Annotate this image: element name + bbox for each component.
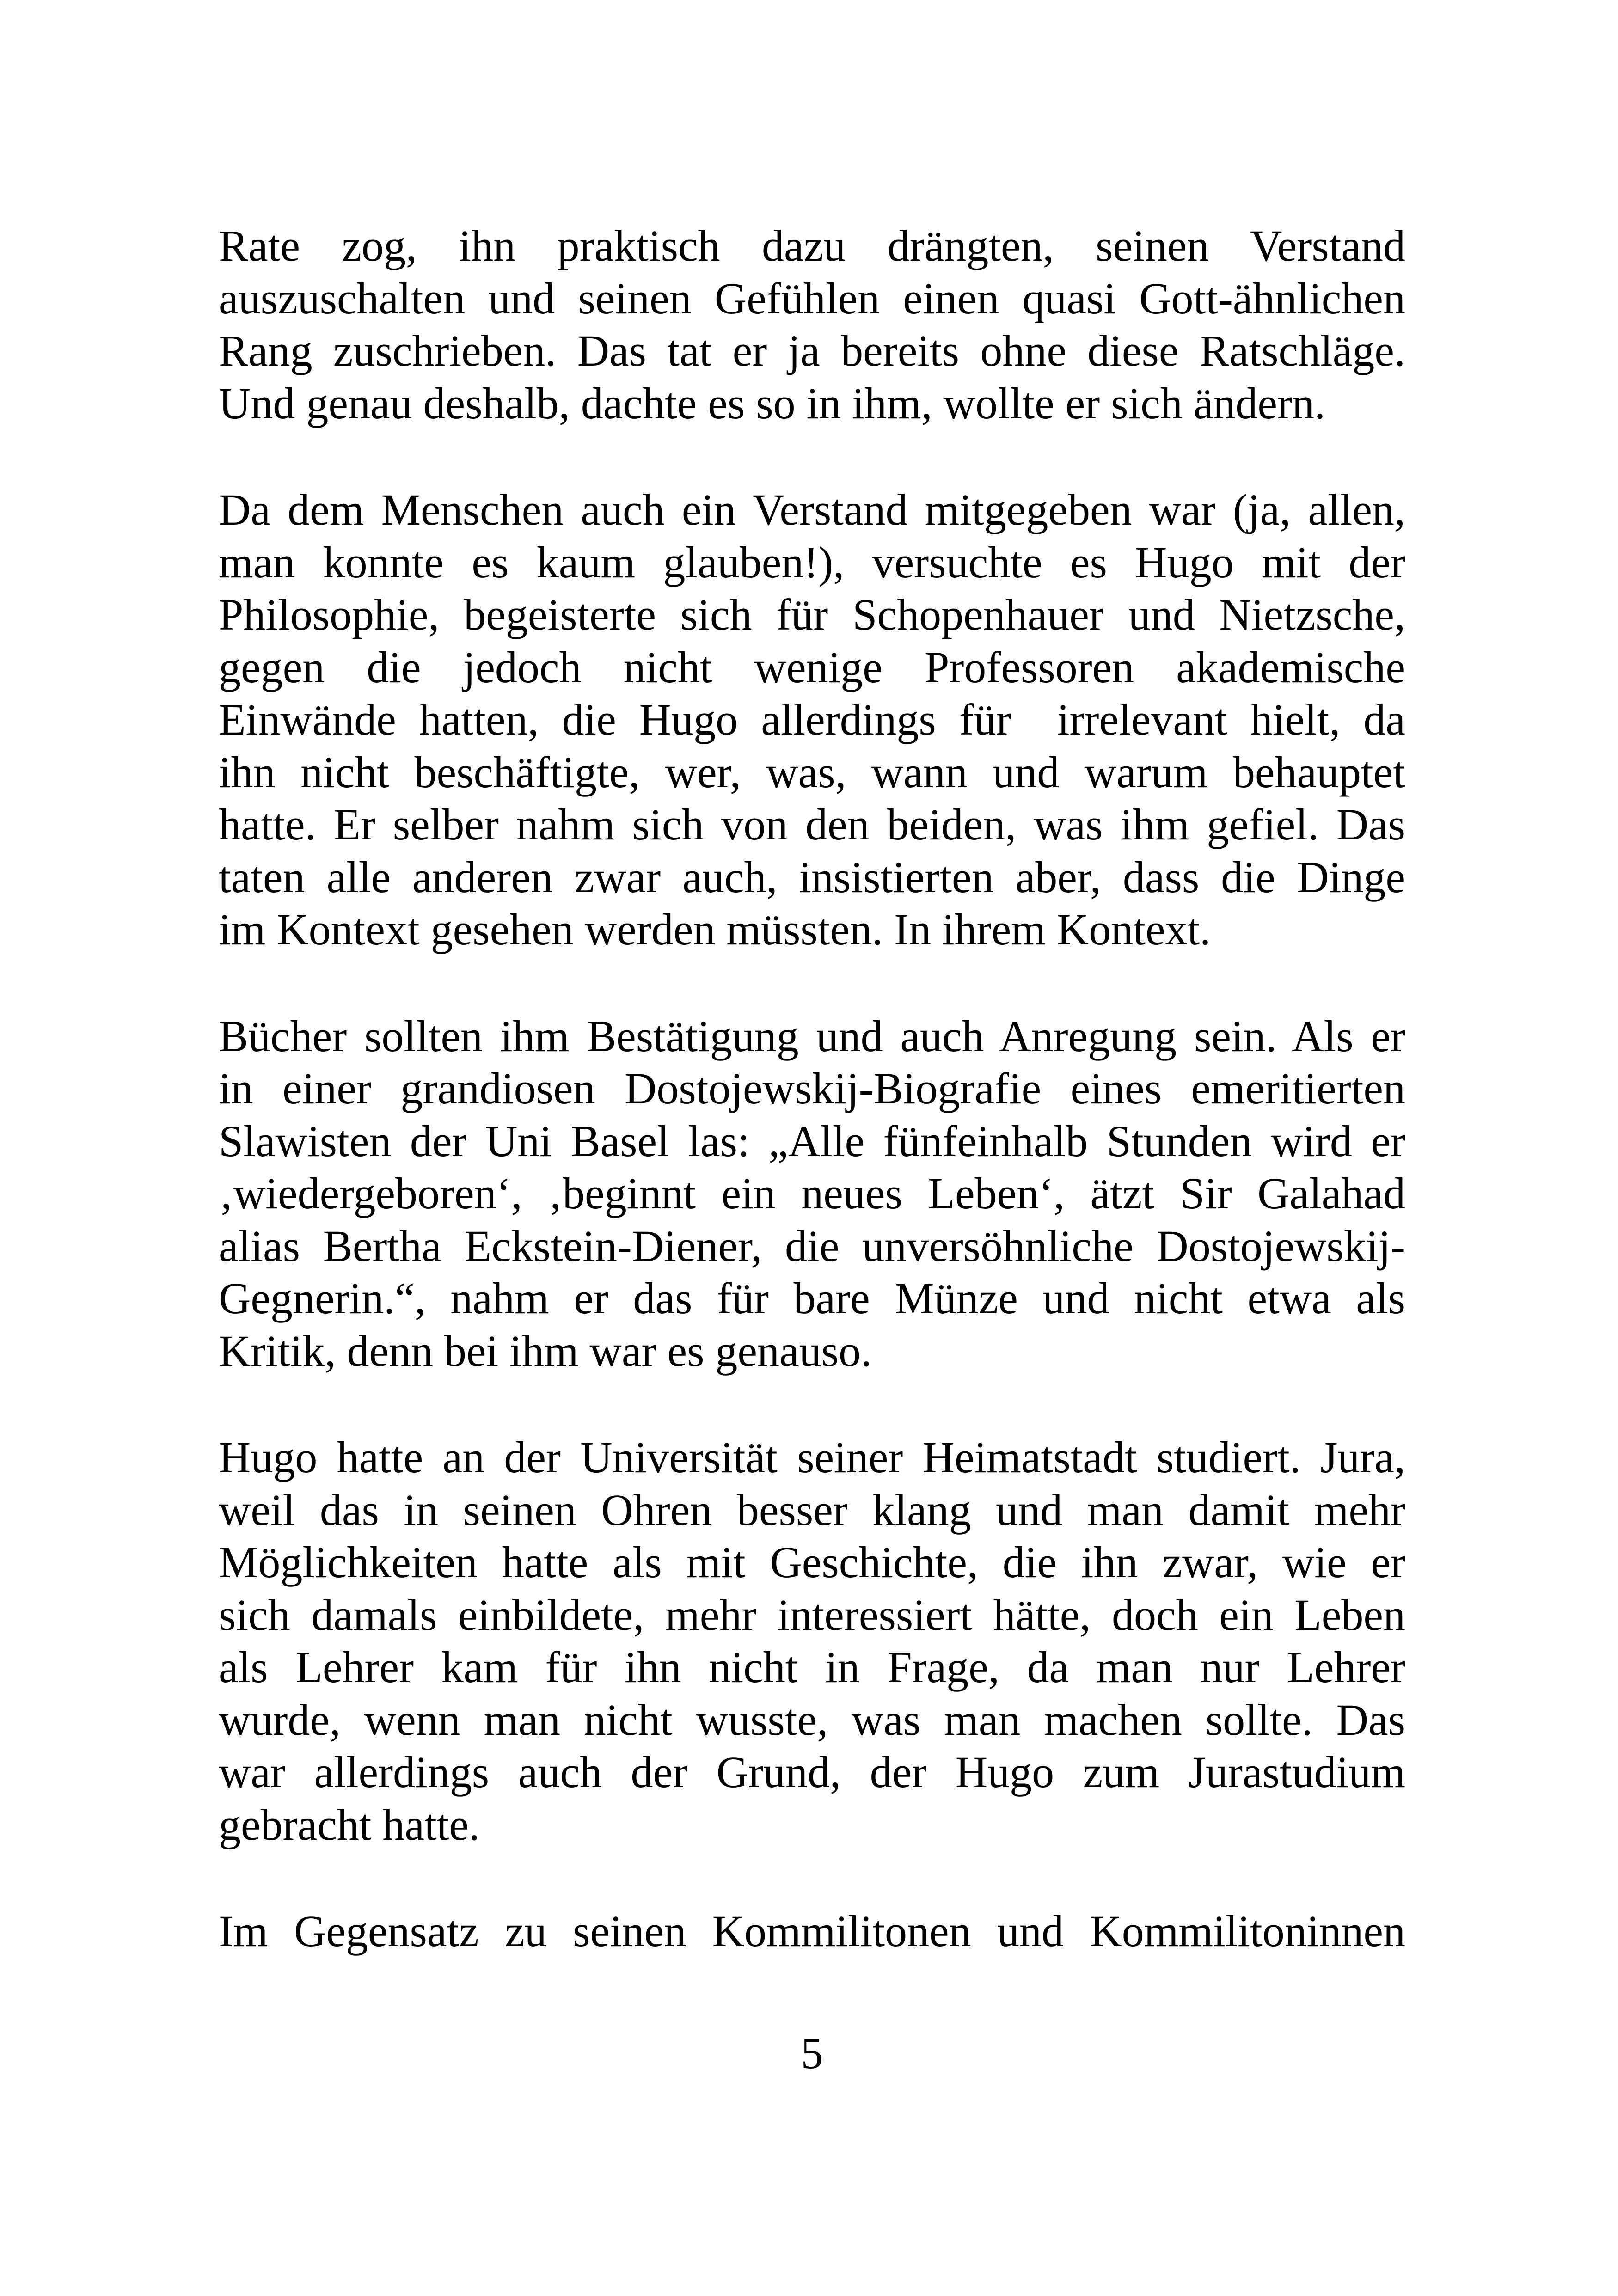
text-line: wurde, wenn man nicht wusste, was man machen sollte. Das — [219, 1695, 1405, 1745]
paragraph — [219, 1431, 1405, 1851]
text-line: Bücher sollten ihm Bestätigung und auch Anregung sein. Als er — [219, 1011, 1405, 1061]
paragraph — [219, 220, 1405, 429]
text-line: Im Gegensatz zu seinen Kommilitonen und Kommilitoninnen — [219, 1906, 1405, 1956]
text-line: Rang zuschrieben. Das tat er ja bereits ohne diese Ratschläge. — [219, 326, 1405, 375]
text-line: Möglichkeiten hatte als mit Geschichte, die ihn zwar, wie er — [219, 1537, 1405, 1587]
text-line: Einwände hatten, die Hugo allerdings für irrelevant hielt, da — [219, 695, 1405, 744]
text-line: gebracht hatte. — [219, 1800, 480, 1849]
text-line: im Kontext gesehen werden müssten. In ihrem Kontext. — [219, 905, 1211, 954]
text-line: alias Bertha Eckstein-Diener, die unversöhnliche Dostojewskij- — [219, 1221, 1405, 1271]
text-line: ‚wiedergeboren‘, ‚beginnt ein neues Leben‘, ätzt Sir Galahad — [219, 1169, 1405, 1218]
paragraph — [219, 1010, 1405, 1378]
text-line: in einer grandiosen Dostojewskij-Biografie eines emeritierten — [219, 1064, 1405, 1113]
text-line: Kritik, denn bei ihm war es genauso. — [219, 1326, 872, 1376]
text-line: Gegnerin.“, nahm er das für bare Münze und nicht etwa als — [219, 1274, 1405, 1323]
text-line: auszuschalten und seinen Gefühlen einen quasi Gott-ähnlichen — [219, 273, 1405, 323]
text-line: Hugo hatte an der Universität seiner Heimatstadt studiert. Jura, — [219, 1433, 1405, 1482]
text-line: Und genau deshalb, dachte es so in ihm, wollte er sich ändern. — [219, 378, 1325, 428]
text-line: sich damals einbildete, mehr interessiert hätte, doch ein Leben — [219, 1590, 1405, 1640]
text-line: als Lehrer kam für ihn nicht in Frage, da man nur Lehrer — [219, 1642, 1405, 1692]
text-line: taten alle anderen zwar auch, insistierten aber, dass die Dinge — [219, 852, 1405, 902]
text-line: ihn nicht beschäftigte, wer, was, wann und warum behauptet — [219, 747, 1405, 797]
text-line: hatte. Er selber nahm sich von den beiden, was ihm gefiel. Das — [219, 800, 1405, 849]
text-line: Da dem Menschen auch ein Verstand mitgegeben war (ja, allen, — [219, 485, 1405, 534]
text-line: man konnte es kaum glauben!), versuchte es Hugo mit der — [219, 537, 1405, 587]
text-line: weil das in seinen Ohren besser klang und man damit mehr — [219, 1485, 1405, 1535]
text-line: Rate zog, ihn praktisch dazu drängten, seinen Verstand — [219, 221, 1405, 270]
text-line: gegen die jedoch nicht wenige Professoren akademische — [219, 642, 1405, 692]
page-number: 5 — [801, 2028, 823, 2078]
text-line: war allerdings auch der Grund, der Hugo zum Jurastudium — [219, 1747, 1405, 1797]
paragraph — [219, 1905, 1405, 1958]
text-line: Philosophie, begeisterte sich für Schopenhauer und Nietzsche, — [219, 590, 1405, 639]
paragraph — [219, 484, 1405, 956]
text-column — [219, 220, 1405, 1958]
text-line: Slawisten der Uni Basel las: „Alle fünfeinhalb Stunden wird er — [219, 1116, 1405, 1166]
